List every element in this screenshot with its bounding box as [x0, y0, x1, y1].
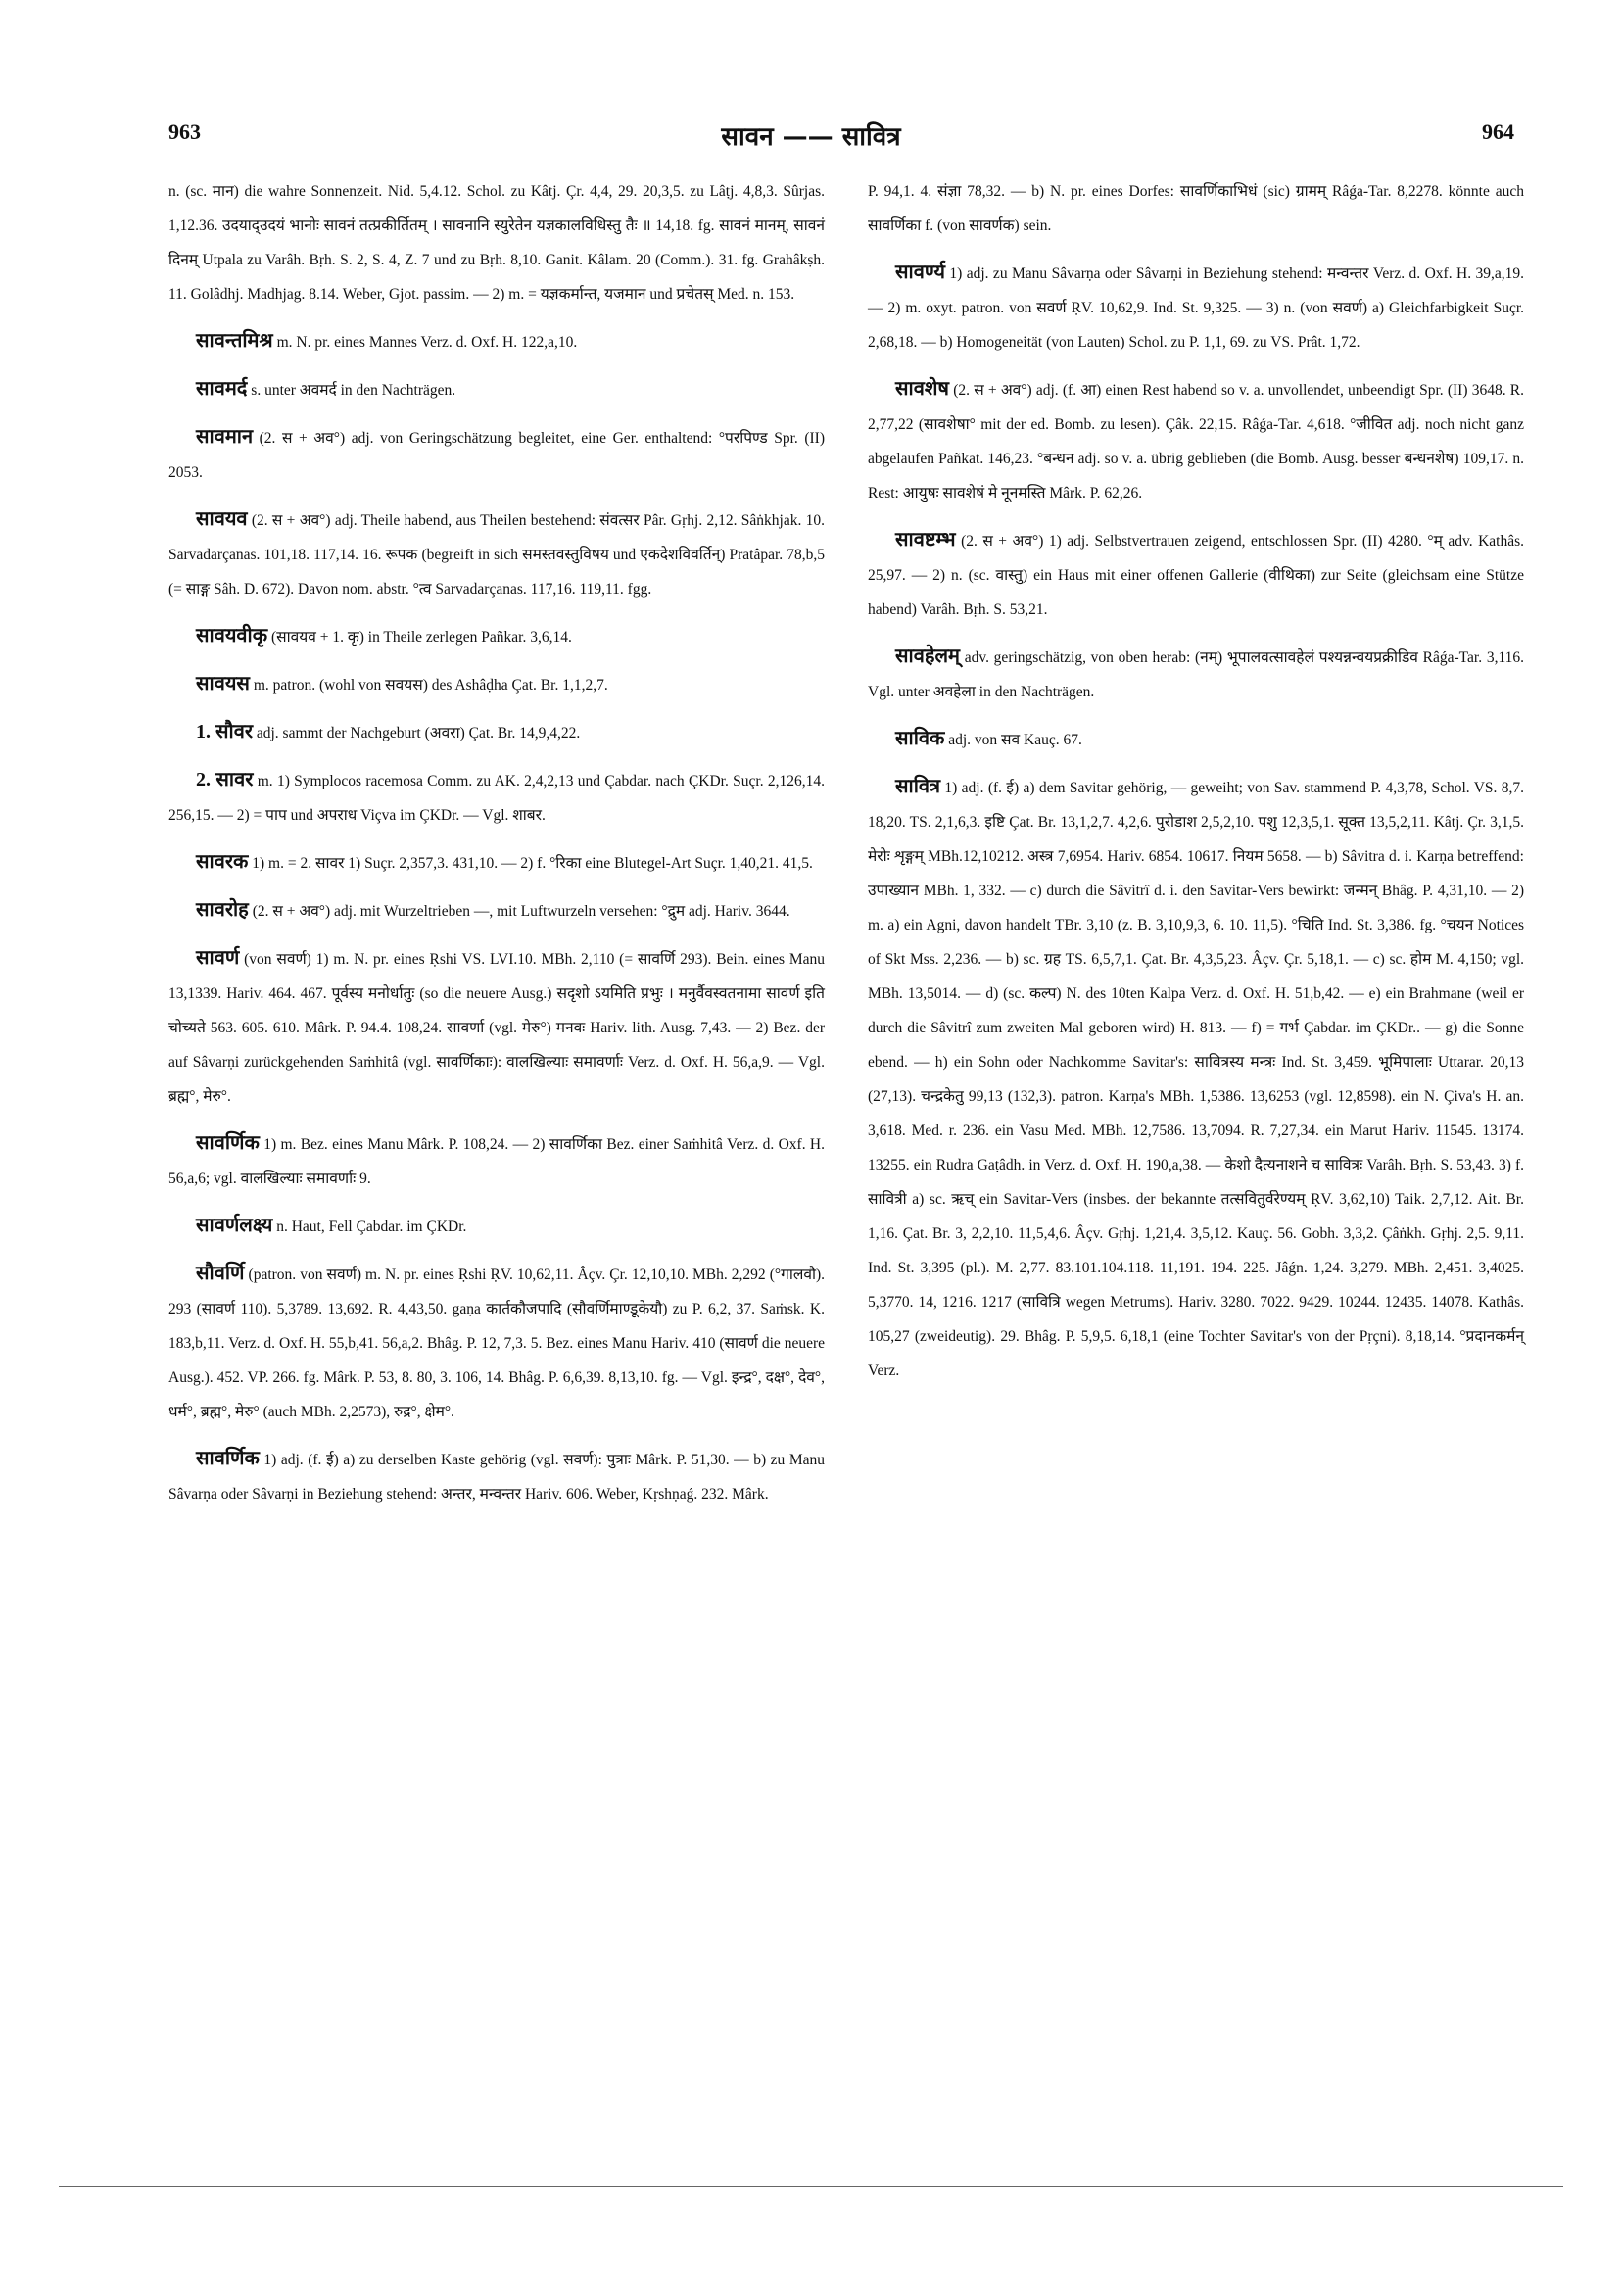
entry-headword: सावर्णिक: [196, 1448, 260, 1469]
entry-text: m. N. pr. eines Mannes Verz. d. Oxf. H. 122,a,10.: [276, 334, 578, 351]
dictionary-entry: [168, 420, 825, 490]
dictionary-entry: [168, 324, 825, 359]
dictionary-entry: [868, 722, 1524, 757]
entry-text: adv. geringschätzig, von oben herab: (नम्) भूपालवत्सावहेलं पश्यन्नन्वयप्रक्रीडिव Râǵa-Tar. 3,116. Vgl. unter अवहेला in den Nachträgen.: [868, 649, 1524, 700]
dictionary-entry: [168, 1442, 825, 1511]
entry-headword: सावन्तमिश्र: [196, 330, 273, 352]
entry-headword: सावर्ण: [196, 947, 240, 969]
dictionary-entry: [168, 893, 825, 929]
entry-text: (2. स + अव°) adj. (f. आ) einen Rest habend so v. a. unvollendet, unbeendigt Spr. (II) 3648. R. 2,77,22 (सावशेषा° mit der ed. Bomb. zu lesen). Çâk. 22,15. Râǵa-Tar. 4,618. °जीवित adj. noch nicht ganz abgelaufen Pañkat. 146,23. °बन्धन adj. so v. a. übrig geblieben (die Bomb. Ausg. besser बन्धनशेष) 109,17. n. Rest: आयुषः सावशेषं मे नूनमस्ति Mârk. P. 62,26.: [868, 382, 1525, 502]
entry-text: s. unter अवमर्द in den Nachträgen.: [251, 382, 456, 399]
dictionary-entry: [168, 1257, 825, 1429]
entry-headword: सावरोह: [196, 899, 249, 921]
dictionary-entry: [168, 372, 825, 407]
entry-text: adj. sammt der Nachgeburt (अवरा) Çat. Br. 14,9,4,22.: [256, 725, 581, 741]
entry-headword: सावर्ण्य: [895, 262, 945, 283]
entry-headword: सावित्र: [895, 776, 941, 797]
entry-text: (2. स + अव°) 1) adj. Selbstvertrauen zeigend, entschlossen Spr. (II) 4280. °म् adv. Kathâs. 25,97. — 2) n. (sc. वास्तु) ein Haus mit einer offenen Gallerie (वीथिका) zur Seite (gleichsam eine Stütze habend) Varâh. Bṛh. S. 53,21.: [868, 533, 1525, 618]
entry-text: 1) m. Bez. eines Manu Mârk. P. 108,24. — 2) सावर्णिका Bez. einer Saṁhitâ Verz. d. Oxf. H. 56,a,6; vgl. वालखिल्याः समावर्णाः 9.: [168, 1136, 825, 1187]
running-title: सावन —— सावित्र: [721, 122, 901, 152]
entry-headword: सावर्णलक्ष्य: [196, 1215, 273, 1236]
entry-text: n. Haut, Fell Çabdar. im ÇKDr.: [276, 1219, 467, 1235]
dictionary-entry: [168, 1126, 825, 1196]
right-column: [868, 174, 1524, 1401]
dictionary-entry: [168, 667, 825, 702]
entry-text: P. 94,1. 4. संज्ञा 78,32. — b) N. pr. eines Dorfes: सावर्णिकाभिधं (sic) ग्रामम् Râǵa-Tar. 8,2278. könnte auch सावर्णिका f. (von सावर्णक) sein.: [868, 183, 1524, 234]
entry-text: m. patron. (wohl von सवयस) des Ashâḍha Çat. Br. 1,1,2,7.: [253, 677, 608, 694]
dictionary-entry: [868, 640, 1524, 709]
entry-text: 1) adj. (f. ई) a) dem Savitar gehörig, — geweiht; von Sav. stammend P. 4,3,78, Schol. VS. 8,7. 18,20. TS. 2,1,6,3. इष्टि Çat. Br. 13,1,2,7. 4,2,6. पुरोडाश 2,5,2,10. पशु 12,3,5,1. सूक्त 13,5,2,11. Kâtj. Çr. 3,1,5. मेरोः शृङ्गम् MBh.12,10212. अस्त्र 7,6954. Hariv. 6854. 10617. नियम 5658. — b) Sâvitra d. i. Karṇa betreffend: उपाख्यान MBh. 1, 332. — c) durch die Sâvitrî d. i. den Savitar-Vers bewirkt: जन्मन् Bhâg. P. 4,31,10. — 2) m. a) ein Agni, davon handelt TBr. 3,10 (z. B. 3,10,9,3, 6. 10. 11,5). °चिति Ind. St. 3,386. fg. °चयन Notices of Skt Mss. 2,236. — b) sc. ग्रह TS. 6,5,7,1. Çat. Br. 4,3,5,23. Âçv. Çr. 5,18,1. — c) sc. होम M. 4,150; vgl. MBh. 13,5014. — d) (sc. कल्प) N. des 10ten Kalpa Verz. d. Oxf. H. 51,b,42. — e) ein Brahmane (weil er durch die Sâvitrî zum zweiten Mal geboren wird) H. 813. — f) = गर्भ Çabdar. im ÇKDr.. — g) die Sonne ebend. — h) ein Sohn oder Nachkomme Savitar's: सावित्रस्य मन्त्रः Ind. St. 3,459. भूमिपालाः Uttarar. 20,13 (27,13). चन्द्रकेतु 99,13 (132,3). patron. Karṇa's MBh. 1,5386. 13,6253 (vgl. 12,8598). ein N. Çiva's H. an. 3,618. Med. r. 236. ein Vasu Med. MBh. 12,7586. 13,7094. R. 7,27,34. ein Marut Hariv. 11545. 13174. 13255. ein Rudra Gaṭâdh. in Verz. d. Oxf. H. 190,a,38. — केशो दैत्यनाशने च सावित्रः Varâh. Bṛh. S. 53,43. 3) f. सावित्री a) sc. ऋच् ein Savitar-Vers (insbes. der bekannte तत्सवितुर्वरेण्यम् ṚV. 3,62,10) Taik. 2,7,12. Ait. Br. 1,16. Çat. Br. 3, 2,2,10. 11,5,4,6. Âçv. Gṛhj. 1,21,4. 3,5,12. Kauç. 56. Gobh. 3,3,2. Çâṅkh. Gṛhj. 2,5. 9,11. Ind. St. 3,395 (pl.). M. 2,77. 83.101.104.118. 11,191. 194. 225. Jâǵn. 1,24. 3,279. MBh. 2,451. 3,4025. 5,3770. 14, 1216. 1217 (सावित्रि wegen Metrums). Hariv. 3280. 7022. 9429. 10244. 12435. 14078. Kathâs. 105,27 (zweideutig). 29. Bhâg. P. 5,9,5. 6,18,1 (eine Tochter Savitar's von der Pṛçni). 8,18,14. °प्रदानकर्मन् Verz.: [868, 780, 1525, 1379]
entry-text: 1) adj. zu Manu Sâvarṇa oder Sâvarṇi in Beziehung stehend: मन्वन्तर Verz. d. Oxf. H. 39,a,19. — 2) m. oxyt. patron. von सवर्ण ṚV. 10,62,9. Ind. St. 9,325. — 3) n. (von सवर्ण) a) Gleichfarbigkeit Suçr. 2,68,18. — b) Homogeneität (von Lauten) Schol. zu P. 1,1, 69. zu VS. Prât. 1,72.: [868, 265, 1524, 351]
dictionary-entry: [168, 763, 825, 833]
dictionary-entry: [168, 941, 825, 1114]
entry-headword: सावरक: [196, 851, 249, 873]
entry-headword: सावयस: [196, 673, 250, 694]
dictionary-entry: [868, 770, 1524, 1388]
left-column: [168, 174, 825, 1524]
entry-text: 1) m. = 2. सावर 1) Suçr. 2,357,3. 431,10. — 2) f. °रिका eine Blutegel-Art Suçr. 1,40,21. 41,5.: [252, 855, 813, 872]
dictionary-entry: [868, 256, 1524, 359]
entry-text: (2. स + अव°) adj. von Geringschätzung begleitet, eine Ger. enthaltend: °परपिण्ड Spr. (II) 2053.: [168, 430, 825, 481]
dictionary-entry: [168, 619, 825, 654]
entry-text: (सावयव + 1. कृ) in Theile zerlegen Pañkar. 3,6,14.: [270, 629, 572, 646]
page-number-left: 963: [168, 120, 201, 144]
entry-text: n. (sc. मान) die wahre Sonnenzeit. Nid. 5,4.12. Schol. zu Kâtj. Çr. 4,4, 29. 20,3,5. zu Lâṭj. 4,8,3. Sûrjas. 1,12.36. उदयाद्उदयं भानोः सावनं तत्प्रकीर्तितम् । सावनानि स्युरेतेन यज्ञकालविधिस्तु तैः ॥ 14,18. fg. सावनं मानम्, सावनं दिनम् Utpala zu Varâh. Bṛh. S. 2, S. 4, Z. 7 und zu Bṛh. 8,10. Ganit. Kâlam. 20 (Comm.). 31. fg. Grahâkṣh. 11. Golâdhj. Madhjag. 8.14. Weber, Gjot. passim. — 2) m. = यज्ञकर्मान्त, यजमान und प्रचेतस् Med. n. 153.: [168, 183, 825, 303]
dictionary-entry: [168, 502, 825, 606]
bottom-rule: [59, 2186, 1563, 2187]
entry-headword: सावहेलम्: [895, 646, 960, 667]
entry-headword: सावमर्द: [196, 378, 248, 400]
page-number-right: 964: [1482, 120, 1514, 144]
entry-headword: साविक: [895, 728, 945, 749]
dictionary-entry: [168, 845, 825, 881]
entry-text: (von सवर्ण) 1) m. N. pr. eines Ṛshi VS. LVI.10. MBh. 2,110 (= सावर्णि 293). Bein. eines Manu 13,1339. Hariv. 464. 467. पूर्वस्य मनोर्धातुः (so die neuere Ausg.) सदृशो ऽयमिति प्रभुः । मनुर्वैवस्वतनामा सावर्ण इति चोच्यते 563. 605. 610. Mârk. P. 94.4. 108,24. सावर्णा (vgl. मेरु°) मनवः Hariv. lith. Ausg. 7,43. — 2) Bez. der auf Sâvarṇi zurückgehenden Saṁhitâ (vgl. सावर्णिकाः): वालखिल्याः समावर्णाः Verz. d. Oxf. H. 56,a,9. — Vgl. ब्रह्म°, मेरु°.: [168, 951, 826, 1105]
entry-text: 1) adj. (f. ई) a) zu derselben Kaste gehörig (vgl. सवर्ण): पुत्राः Mârk. P. 51,30. — b) zu Manu Sâvarṇa oder Sâvarṇi in Beziehung stehend: अन्तर, मन्वन्तर Hariv. 606. Weber, Kṛshṇaǵ. 232. Mârk.: [168, 1452, 825, 1503]
entry-headword: 1. सौवर: [196, 721, 253, 742]
dictionary-entry: [168, 174, 825, 311]
dictionary-entry: [868, 523, 1524, 627]
entry-text: (2. स + अव°) adj. mit Wurzeltrieben —, mit Luftwurzeln versehen: °द्रुम adj. Hariv. 3644.: [252, 903, 790, 920]
entry-text: (2. स + अव°) adj. Theile habend, aus Theilen bestehend: संवत्सर Pâr. Gṛhj. 2,12. Sâṅkhjak. 10. Sarvadarçanas. 101,18. 117,14. 16. रूपक (begreift in sich समस्तवस्तुविषय und एकदेशविवर्तिन्) Pratâpar. 78,b,5 (= साङ्ग Sâh. D. 672). Davon nom. abstr. °त्व Sarvadarçanas. 117,16. 119,11. fgg.: [168, 512, 826, 598]
entry-text: m. 1) Symplocos racemosa Comm. zu AK. 2,4,2,13 und Çabdar. nach ÇKDr. Suçr. 2,126,14. 256,15. — 2) = पाप und अपराध Viçva im ÇKDr. — Vgl. शाबर.: [168, 773, 826, 824]
entry-headword: सावर्णिक: [196, 1132, 260, 1154]
entry-headword: सावष्टम्भ: [895, 529, 956, 550]
entry-headword: सौवर्णि: [196, 1263, 245, 1284]
page-header: [0, 120, 1622, 159]
entry-headword: सावयव: [196, 508, 248, 530]
entry-text: adj. von सव Kauç. 67.: [948, 732, 1082, 748]
dictionary-entry: [168, 1209, 825, 1244]
dictionary-entry: [168, 715, 825, 750]
entry-headword: 2. सावर: [196, 769, 254, 790]
entry-headword: सावयवीकृ: [196, 625, 268, 646]
entry-text: (patron. von सवर्ण) m. N. pr. eines Ṛshi ṚV. 10,62,11. Âçv. Çr. 12,10,10. MBh. 2,292 (°गालवौ). 293 (सावर्ण 110). 5,3789. 13,692. R. 4,43,50. gaṇa कार्तकौजपादि (सौवर्णिमाण्डूकेयौ) zu P. 6,2, 37. Saṁsk. K. 183,b,11. Verz. d. Oxf. H. 55,b,41. 56,a,2. Bhâg. P. 12, 7,3. 5. Bez. eines Manu Hariv. 410 (सावर्ण die neuere Ausg.). 452. VP. 266. fg. Mârk. P. 53, 8. 80, 3. 106, 14. Bhâg. P. 6,6,39. 8,13,10. fg. — Vgl. इन्द्र°, दक्ष°, देव°, धर्म°, ब्रह्म°, मेरु° (auch MBh. 2,2573), रुद्र°, क्षेम°.: [168, 1267, 826, 1420]
dictionary-entry: [868, 174, 1524, 243]
entry-headword: सावमान: [196, 426, 254, 448]
entry-headword: सावशेष: [895, 378, 949, 400]
dictionary-entry: [868, 372, 1524, 510]
